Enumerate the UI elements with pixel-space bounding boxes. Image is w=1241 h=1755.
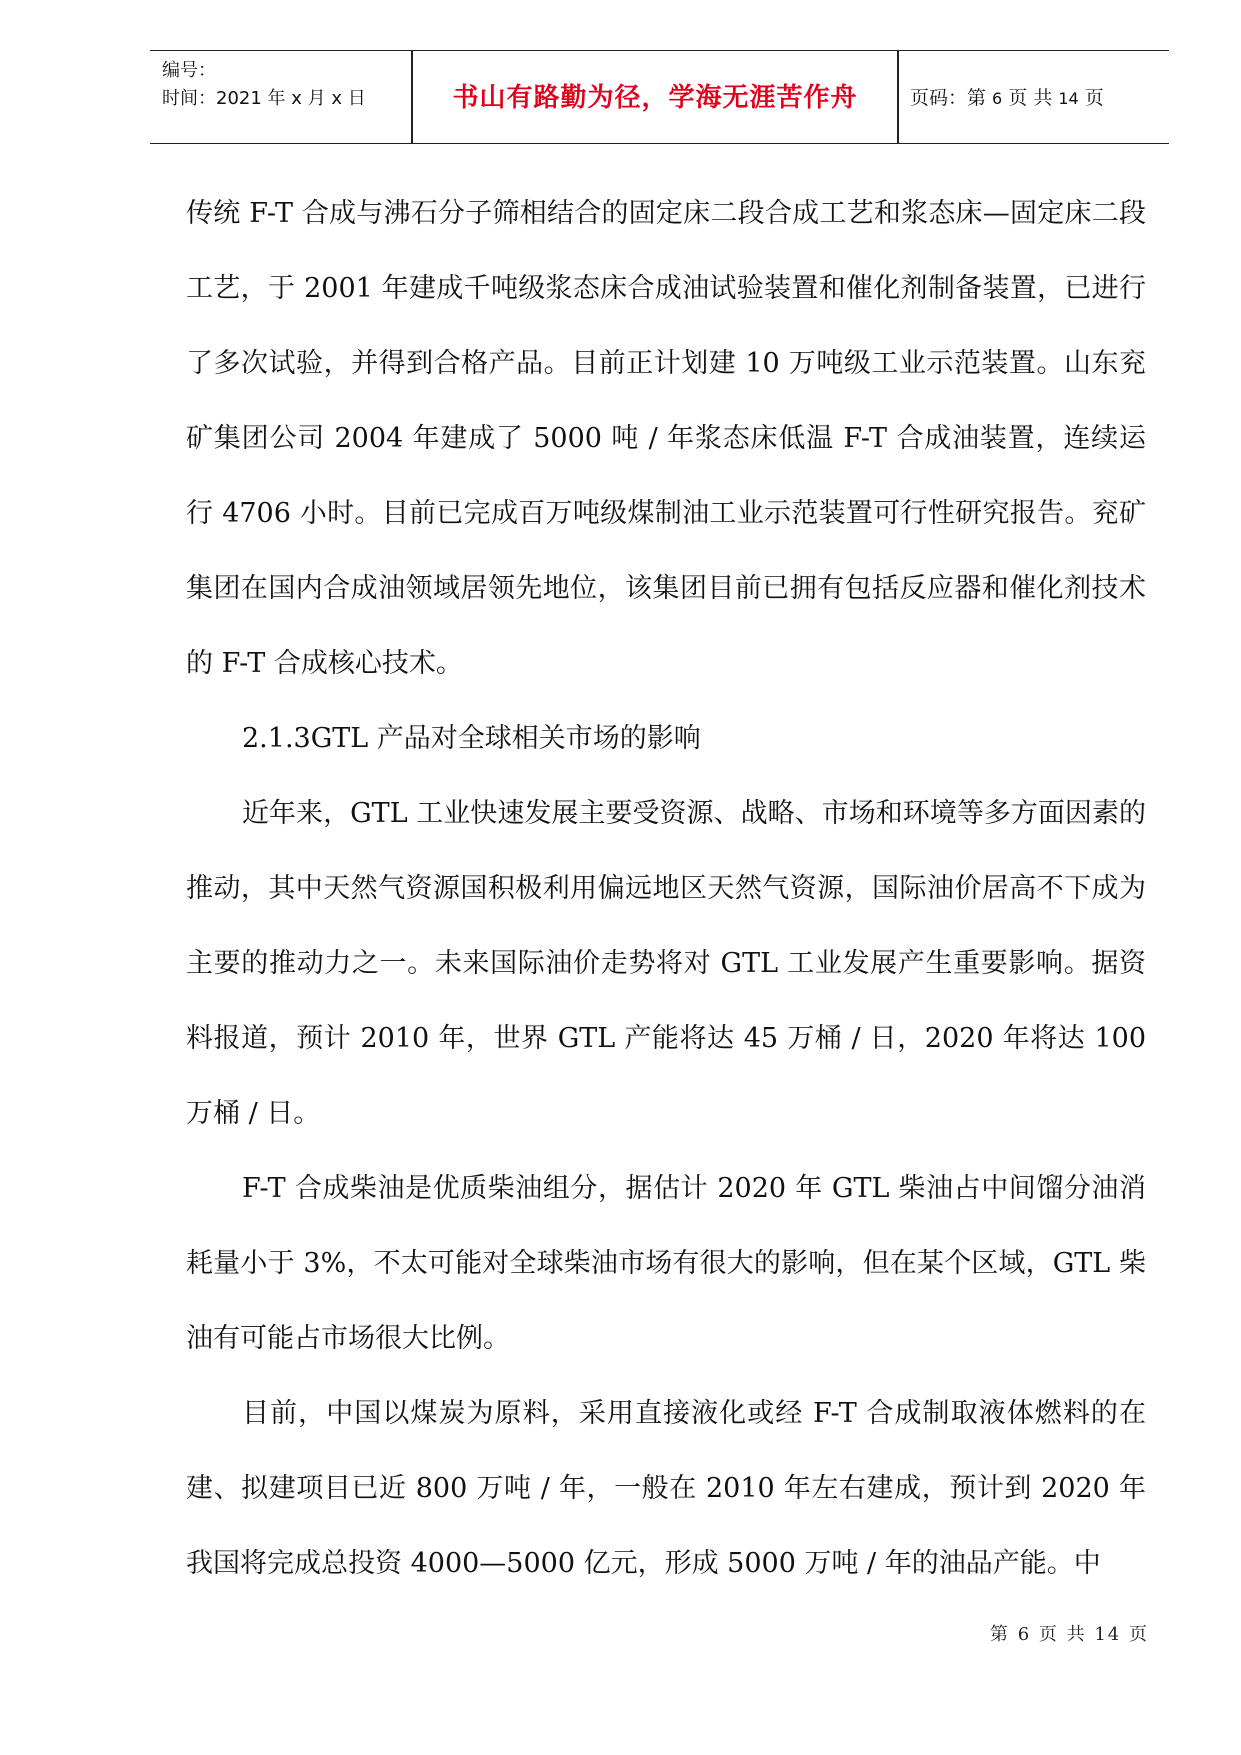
page-middle: 页 共 xyxy=(1002,87,1059,109)
document-body xyxy=(186,176,1146,1601)
page-prefix: 页码：第 xyxy=(910,87,993,109)
page-footer: 第 6 页 共 14 页 xyxy=(990,1624,1149,1645)
body-paragraph: 目前，中国以煤炭为原料，采用直接液化或经 F-T 合成制取液体燃料的在建、拟建项目已近 800 万吨 / 年，一般在 2010 年左右建成，预计到 2020 年我国将完成总投资 4000—5000 亿元，形成 5000 万吨 / 年的油品产能。中 xyxy=(186,1398,1146,1579)
header-page-number xyxy=(910,83,1104,110)
section-heading: 2.1.3GTL 产品对全球相关市场的影响 xyxy=(242,723,701,754)
document-time: 时间：2021 年 x 月 x 日 xyxy=(162,88,366,109)
page-total: 14 xyxy=(1058,89,1079,108)
page-suffix: 页 xyxy=(1078,87,1104,109)
body-paragraph: 传统 F-T 合成与沸石分子筛相结合的固定床二段合成工艺和浆态床—固定床二段工艺，于 2001 年建成千吨级浆态床合成油试验装置和催化剂制备装置，已进行了多次试验，并得到合格产品。目前正计划建 10 万吨级工业示范装置。山东兖矿集团公司 2004 年建成了 5000 吨 / 年浆态床低温 F-T 合成油装置，连续运行 4706 小时。目前已完成百万吨级煤制油工业示范装置可行性研究报告。兖矿集团在国内合成油领域居领先地位，该集团目前已拥有包括反应器和催化剂技术的 F-T 合成核心技术。 xyxy=(186,198,1146,679)
body-paragraph: 近年来，GTL 工业快速发展主要受资源、战略、市场和环境等多方面因素的推动，其中天然气资源国积极利用偏远地区天然气资源，国际油价居高不下成为主要的推动力之一。未来国际油价走势将对 GTL 工业发展产生重要影响。据资料报道，预计 2010 年，世界 GTL 产能将达 45 万桶 / 日，2020 年将达 100 万桶 / 日。 xyxy=(186,798,1146,1129)
page-current: 6 xyxy=(992,89,1003,108)
page-header xyxy=(150,50,1169,144)
header-meta xyxy=(162,57,366,113)
header-motto: 书山有路勤为径，学海无涯苦作舟 xyxy=(452,83,858,113)
document-code-label: 编号： xyxy=(162,60,216,81)
body-paragraph: F-T 合成柴油是优质柴油组分，据估计 2020 年 GTL 柴油占中间馏分油消耗量小于 3%，不太可能对全球柴油市场有很大的影响，但在某个区域，GTL 柴油有可能占市场很大比例。 xyxy=(186,1173,1146,1354)
header-divider xyxy=(897,51,899,143)
